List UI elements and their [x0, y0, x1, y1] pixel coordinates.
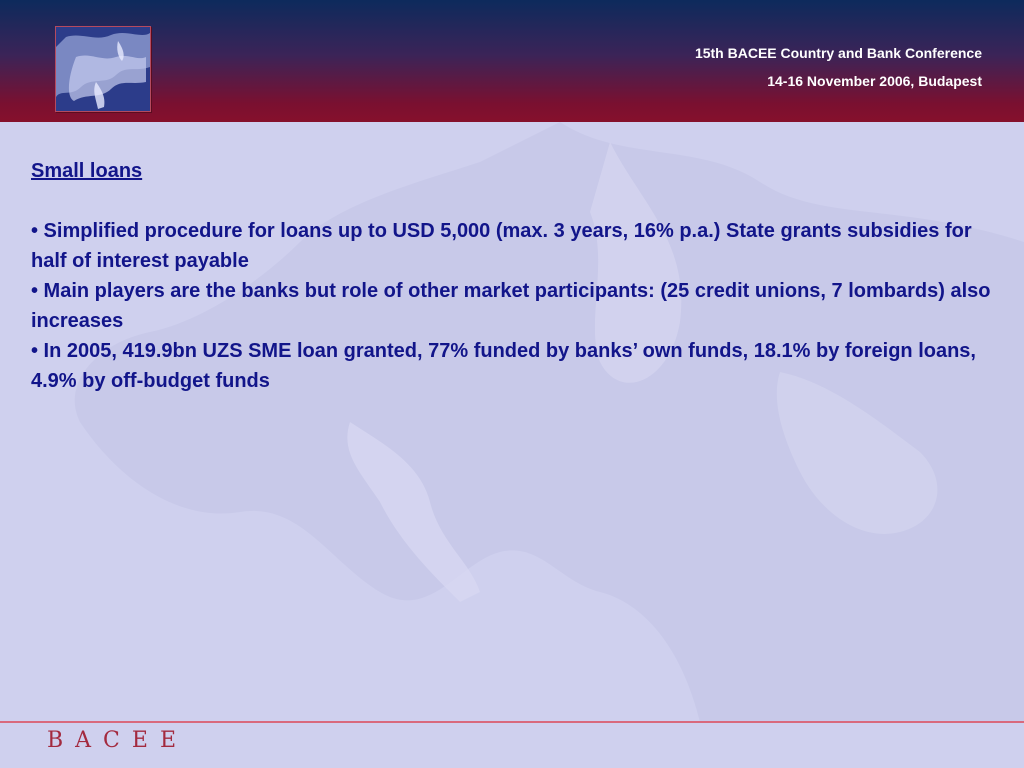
bullet-item: • In 2005, 419.9bn UZS SME loan granted, 77% funded by banks’ own funds, 18.1% by foreign loans, 4.9% by off-budget funds	[31, 340, 976, 392]
spacer	[31, 186, 991, 216]
section-title: Small loans	[31, 160, 143, 182]
bullet-item: • Simplified procedure for loans up to USD 5,000 (max. 3 years, 16% p.a.) State grants subsidies for half of interest payable	[31, 220, 972, 272]
europe-map-icon	[55, 26, 151, 112]
slide-content	[31, 156, 991, 396]
conference-date: 14-16 November 2006, Budapest	[767, 73, 982, 89]
bacee-logo: BACEE	[47, 728, 189, 753]
header-banner	[0, 0, 1024, 122]
footer-divider	[0, 721, 1024, 723]
bullet-item: • Main players are the banks but role of other market participants: (25 credit unions, 7 lombards) also increases	[31, 280, 991, 332]
conference-title: 15th BACEE Country and Bank Conference	[694, 45, 982, 61]
